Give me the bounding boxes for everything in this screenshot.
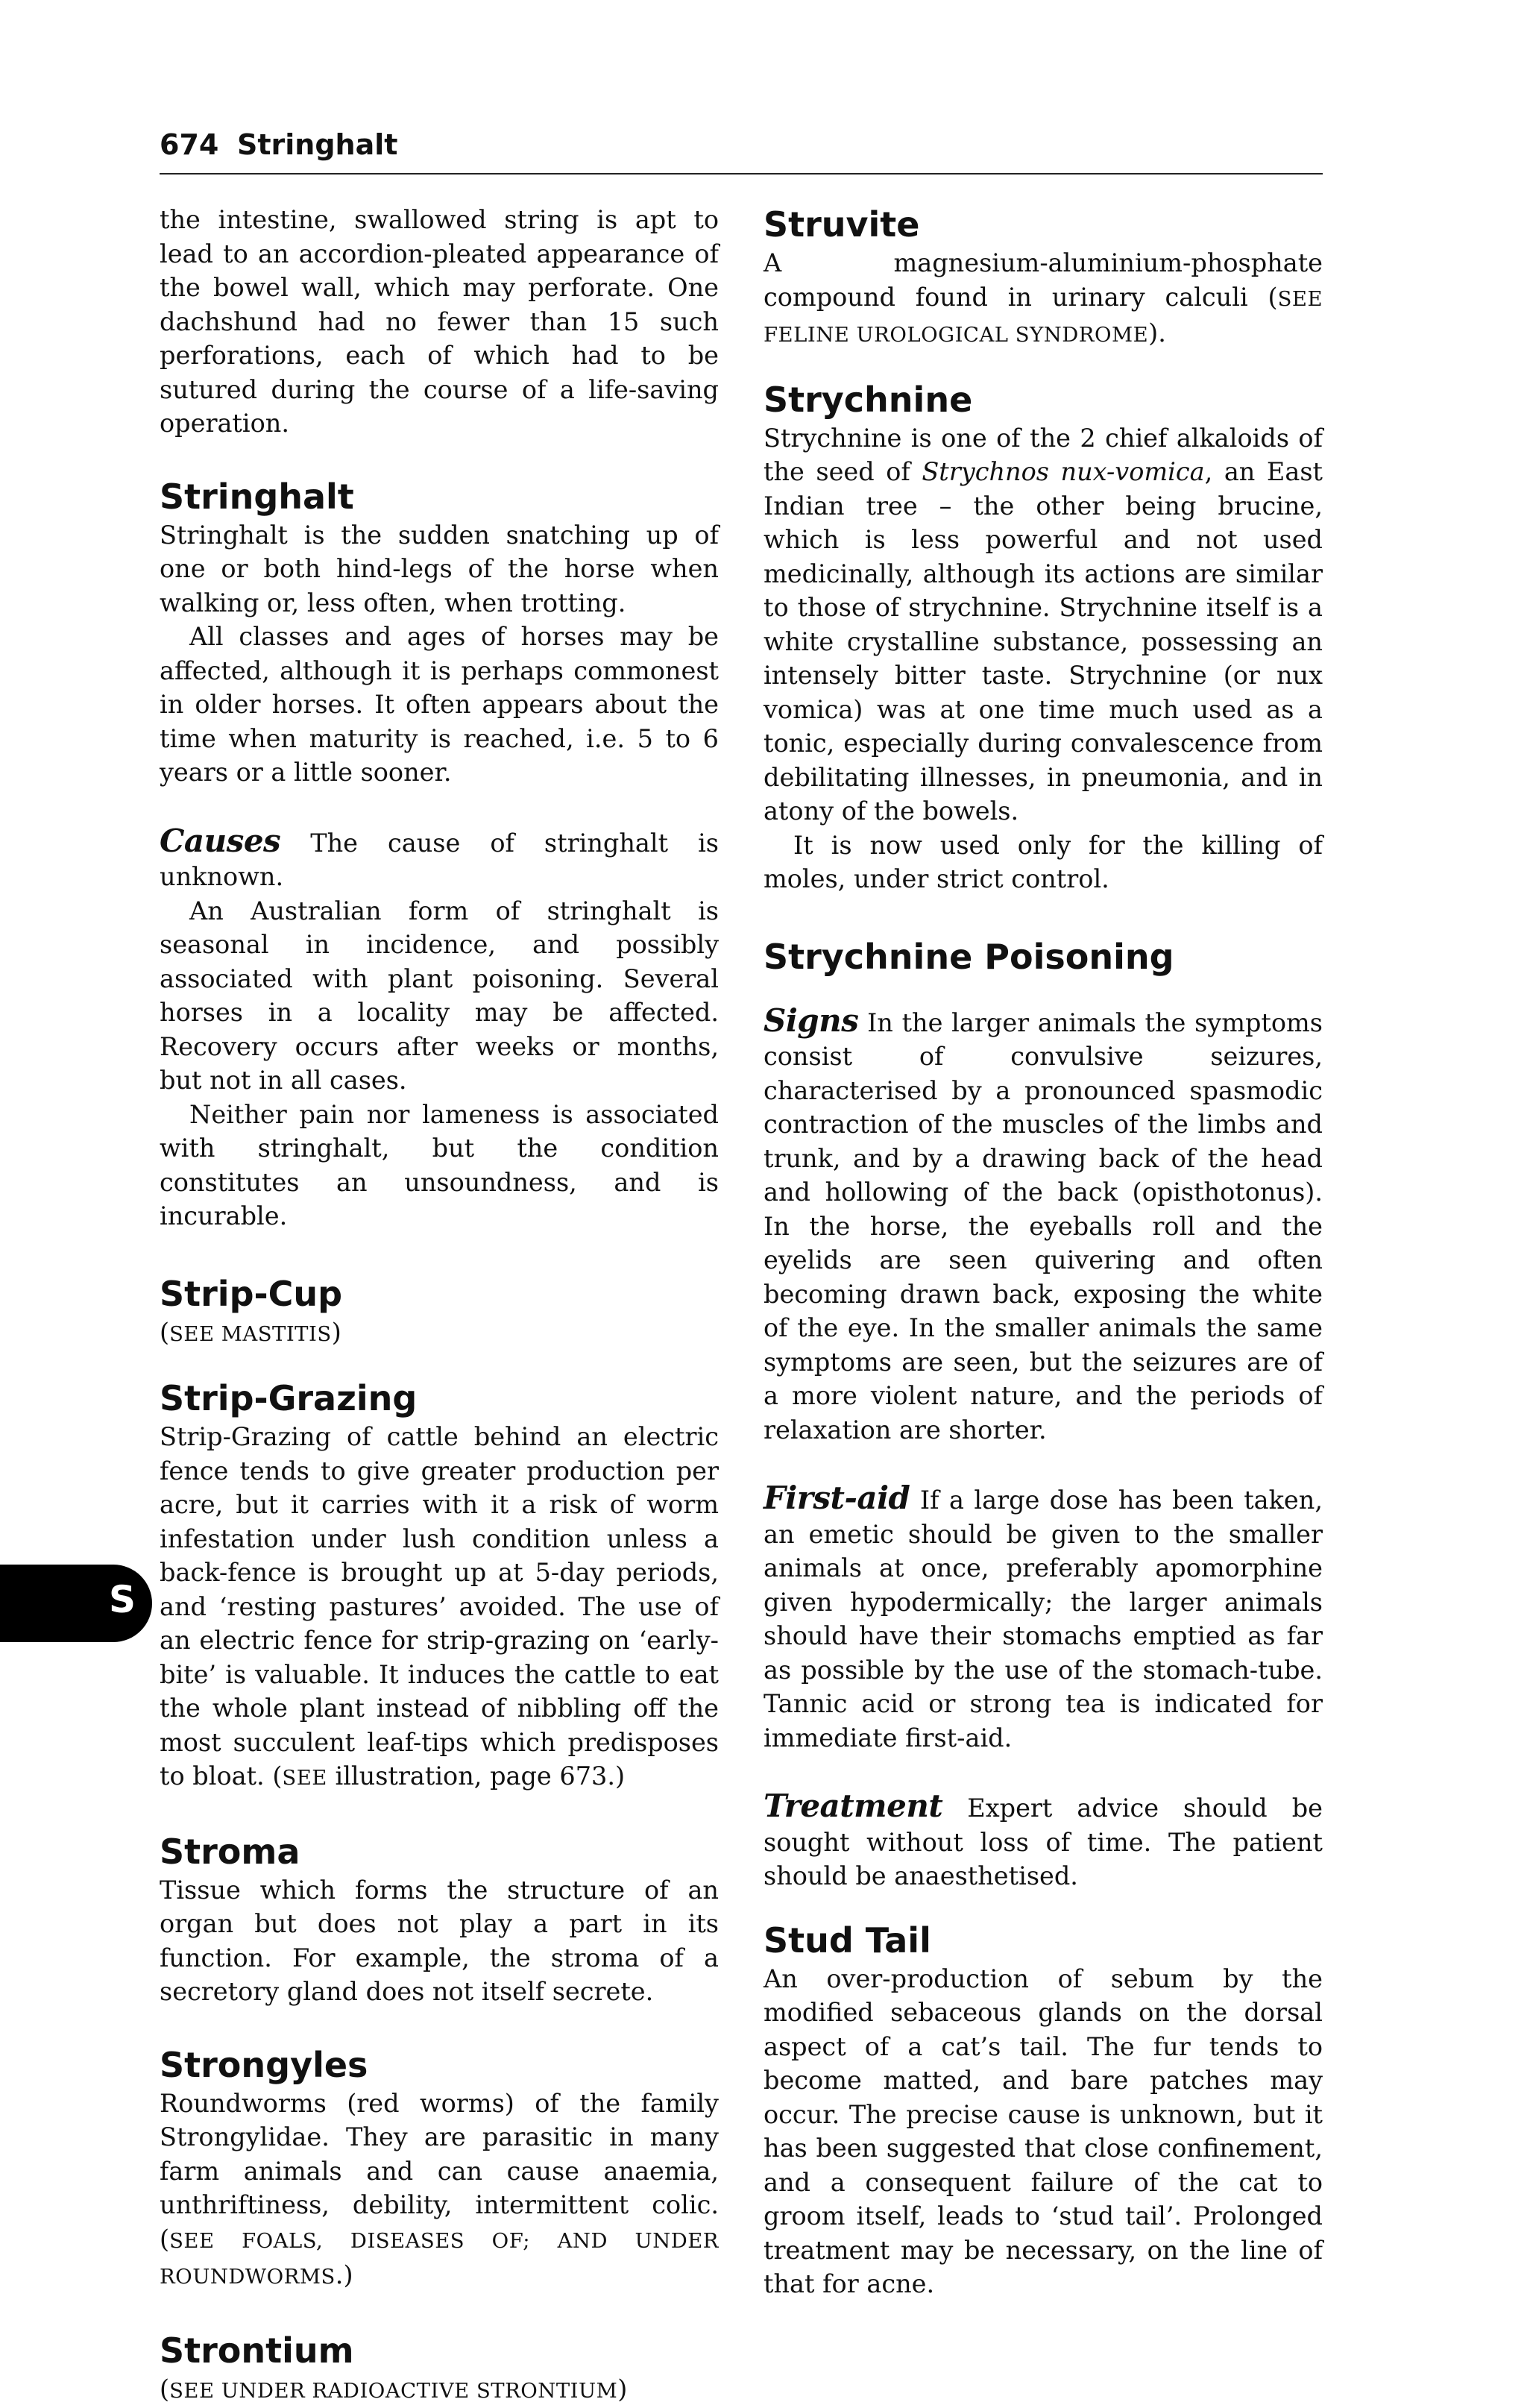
right-column — [764, 203, 1323, 2301]
see-label-under: ; AND UNDER — [523, 2230, 719, 2253]
strychnine-text-b: , an East Indian tree – the other being brucine, which is less powerful and not used medicinally, although its actions are similar to those of strychnine. Strychnine itself is a white crystalline substance, possessing an intensely bitter taste. Strychnine (or nux vomica) was at one time much used as a tonic, especially during convalescence from debilitating illnesses, in pneumonia, and in atony of the bowels. — [764, 457, 1323, 826]
stringhalt-paragraph-2: All classes and ages of horses may be affected, although it is perhaps commonest in older horses. It often appears about the time when maturity is reached, i.e. 5 to 6 years or a little sooner. — [160, 620, 719, 790]
stringhalt-paragraph-1: Stringhalt is the sudden snatching up of one or both hind-legs of the horse when walking or, less often, when trotting. — [160, 518, 719, 620]
signs-text: In the larger animals the symptoms consist of convulsive seizures, characterised by a pronounced spasmodic contraction of the muscles of the limbs and trunk, and by a drawing back of the head and hollowing of the back (opisthotonus). In the horse, the eyeballs roll and the eyelids are seen quivering and often becoming drawn back, exposing the white of the eye. In the smaller animals the same symptoms are seen, but the seizures are of a more violent nature, and the periods of relaxation are shorter. — [764, 1008, 1323, 1445]
strongyles-text: Roundworms (red worms) of the family Strongylidae. They are parasitic in many farm animals and can cause anaemia, unthriftiness, debility, intermittent colic. ( — [160, 2089, 719, 2254]
causes-paragraph — [160, 824, 719, 894]
see-label: SEE — [282, 1767, 327, 1790]
treatment-subheading: Treatment — [764, 1788, 942, 1824]
species-name: Strychnos nux-vomica — [922, 457, 1204, 486]
entry-title-strip-grazing: Strip-Grazing — [160, 1377, 719, 1420]
signs-paragraph — [764, 1004, 1323, 1447]
struvite-text: A magnesium-aluminium-phosphate compound found in urinary calculi ( — [764, 248, 1323, 312]
cross-reference-link[interactable]: FELINE UROLOGICAL SYNDROME — [764, 324, 1148, 347]
entry-title-strychnine-poisoning: Strychnine Poisoning — [764, 935, 1323, 978]
paren-close: ). — [1148, 318, 1166, 348]
illustration-reference: illustration, page 673.) — [327, 1761, 625, 1791]
stringhalt-paragraph-3: An Australian form of stringhalt is seasonal in incidence, and possibly associated with plant poisoning. Several horses in a locality may be affected. Recovery occurs after weeks or months, but not in all cases. — [160, 894, 719, 1098]
entry-title-strontium: Strontium — [160, 2329, 719, 2372]
entry-title-stroma: Stroma — [160, 1830, 719, 1873]
first-aid-subheading: First-aid — [764, 1480, 910, 1516]
stud-tail-paragraph: An over-production of sebum by the modified sebaceous glands on the dorsal aspect of a cat’s tail. The fur tends to become matted, and bare patches may occur. The precise cause is unknown, but it has been suggested that close confinement, and a consequent failure of the cat to groom itself, leads to ‘stud tail’. Prolonged treatment may be necessary, on the line of that for acne. — [764, 1962, 1323, 2301]
thumb-index-tab — [0, 1565, 152, 1642]
see-label: SEE — [169, 1323, 221, 1346]
left-column — [160, 203, 719, 2408]
entry-title-stringhalt: Stringhalt — [160, 475, 719, 518]
see-label: SEE UNDER — [169, 2380, 312, 2403]
causes-text: The cause of stringhalt is unknown. — [160, 829, 719, 892]
cross-reference-link[interactable]: RADIOACTIVE STRONTIUM — [312, 2380, 617, 2403]
strychnine-paragraph-2: It is now used only for the killing of moles, under strict control. — [764, 829, 1323, 896]
paren-close: ) — [332, 1318, 341, 1347]
strontium-cross-reference — [160, 2372, 719, 2408]
page-number: 674 — [160, 128, 218, 161]
see-label: SEE — [1278, 288, 1323, 311]
signs-subheading: Signs — [764, 1002, 858, 1039]
entry-title-stud-tail: Stud Tail — [764, 1919, 1323, 1962]
strip-grazing-text: Strip-Grazing of cattle behind an electric fence tends to give greater production per acre, but it carries with it a risk of worm infestation under lush condition unless a back-fence is brought up at 5-day periods, and ‘resting pastures’ avoided. The use of an electric fence for strip-grazing on ‘early-bite’ is valuable. It induces the cattle to eat the whole plant instead of nibbling off the most succulent leaf-tips which predisposes to bloat. ( — [160, 1422, 719, 1791]
first-aid-text: If a large dose has been taken, an emetic should be given to the smaller animals at once, preferably apomorphine given hypodermically; the larger animals should have their stomachs emptied as far as possible by the use of the stomach-tube. Tannic acid or strong tea is indicated for immediate first-aid. — [764, 1486, 1323, 1752]
treatment-text: Expert advice should be sought without loss of time. The patient should be anaesthetised. — [764, 1794, 1323, 1890]
stroma-paragraph: Tissue which forms the structure of an organ but does not play a part in its function. For example, the stroma of a secretory gland does not itself secrete. — [160, 1873, 719, 2009]
entry-title-strongyles: Strongyles — [160, 2043, 719, 2087]
paren-close: .) — [336, 2260, 353, 2289]
strip-grazing-paragraph — [160, 1420, 719, 1796]
thumb-index-letter: S — [109, 1578, 136, 1621]
first-aid-paragraph — [764, 1481, 1323, 1755]
strychnine-paragraph-1 — [764, 421, 1323, 829]
strip-cup-cross-reference — [160, 1315, 719, 1352]
entry-title-struvite: Struvite — [764, 203, 1323, 246]
paren-close: ) — [617, 2374, 627, 2404]
struvite-paragraph — [764, 246, 1323, 353]
causes-subheading: Causes — [160, 823, 280, 859]
cross-reference-link[interactable]: FOALS, DISEASES OF — [242, 2230, 523, 2253]
entry-title-strip-cup: Strip-Cup — [160, 1272, 719, 1315]
paren-open: ( — [160, 2374, 169, 2404]
running-title: Stringhalt — [237, 128, 397, 161]
strongyles-paragraph — [160, 2087, 719, 2295]
running-header — [160, 124, 1323, 175]
paren-open: ( — [160, 1318, 169, 1347]
stringhalt-paragraph-4: Neither pain nor lameness is associated with stringhalt, but the condition constitutes an unsoundness, and is incurable. — [160, 1098, 719, 1233]
cross-reference-link[interactable]: MASTITIS — [221, 1323, 332, 1346]
see-label: SEE — [169, 2230, 242, 2253]
cross-reference-link[interactable]: ROUNDWORMS — [160, 2266, 336, 2289]
treatment-paragraph — [764, 1789, 1323, 1893]
continued-paragraph: the intestine, swallowed string is apt to lead to an accordion-pleated appearance of the bowel wall, which may perforate. One dachshund had no fewer than 15 such perforations, each of which had to be sutured during the course of a life-saving operation. — [160, 203, 719, 441]
entry-title-strychnine: Strychnine — [764, 378, 1323, 421]
strychnine-text-a: Strychnine is one of the 2 chief alkaloids of the seed of — [764, 424, 1323, 487]
